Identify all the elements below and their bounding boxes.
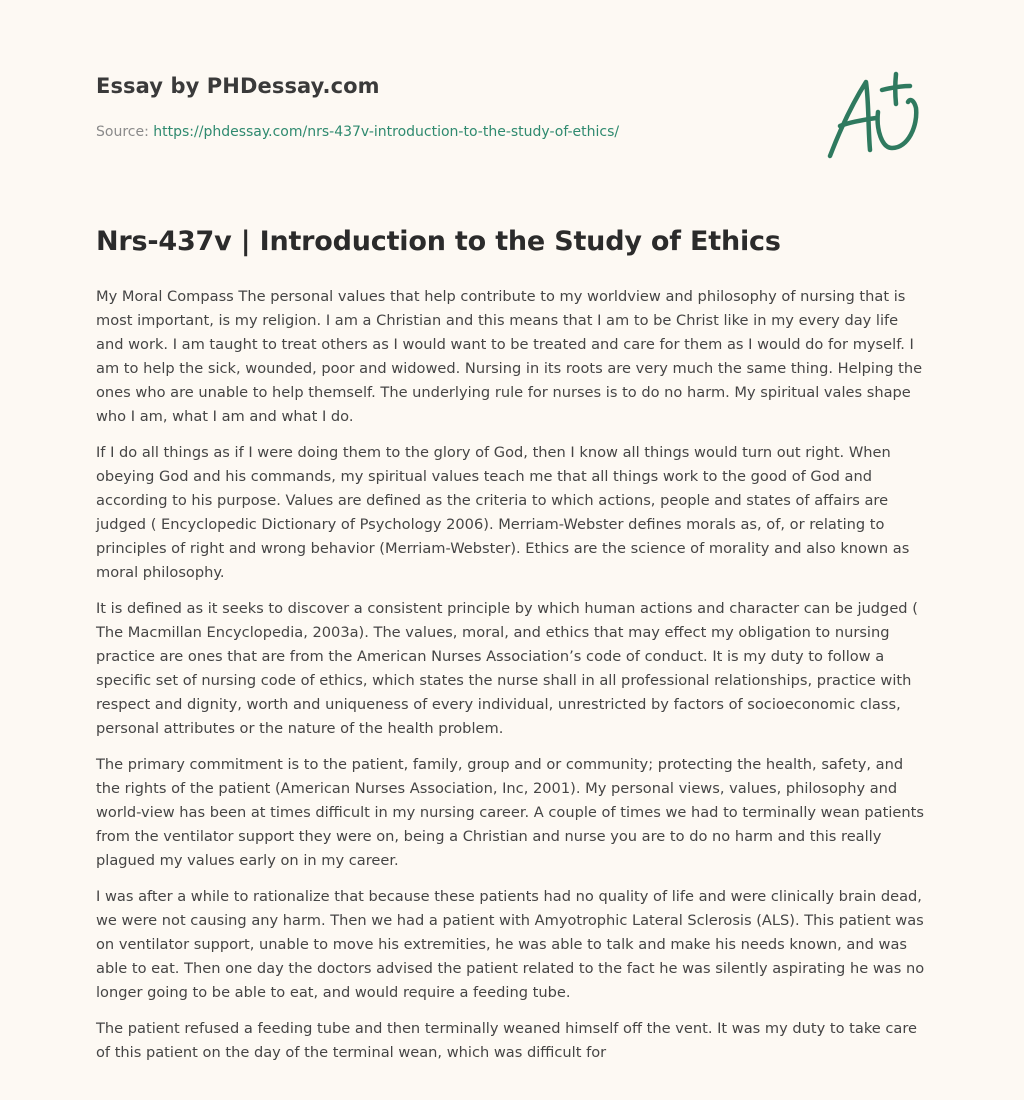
essay-paragraph: My Moral Compass The personal values that help contribute to my worldview and philosophy of nursing that is most important, is my religion. I am a Christian and this means that I am to be Christ like in my every day life and work. I am taught to treat others as I would want to be treated and care for them as I would do for myself. I am to help the sick, wounded, poor and widowed. Nursing in its roots are very much the same thing. Helping the ones who are unable to help themself. The underlying rule for nurses is to do no harm. My spiritual vales shape who I am, what I am and what I do.: [96, 288, 923, 425]
source-link[interactable]: https://phdessay.com/nrs-437v-introduction-to-the-study-of-ethics/: [153, 124, 620, 140]
source-label: Source:: [96, 124, 149, 140]
essay-body: [96, 285, 928, 1077]
site-brand: Essay by PHDessay.com: [96, 74, 380, 98]
essay-paragraph: It is defined as it seeks to discover a consistent principle by which human actions and character can be judged ( The Macmillan Encyclopedia, 2003a). The values, moral, and ethics that may effect my obligation to nursing practice are ones that are from the American Nurses Association’s code of conduct. It is my duty to follow a specific set of nursing code of ethics, which states the nurse shall in all professional relationships, practice with respect and dignity, worth and uniqueness of every individual, unrestricted by factors of socioeconomic class, personal attributes or the nature of the health problem.: [96, 600, 918, 737]
essay-paragraph: The primary commitment is to the patient, family, group and or community; protecting the health, safety, and the rights of the patient (American Nurses Association, Inc, 2001). My personal views, values, philosophy and world-view has been at times difficult in my nursing career. A couple of times we had to terminally wean patients from the ventilator support they were on, being a Christian and nurse you are to do no harm and this really plagued my values early on in my career.: [96, 756, 924, 869]
essay-title: Nrs-437v | Introduction to the Study of Ethics: [96, 226, 781, 257]
essay-paragraph: The patient refused a feeding tube and then terminally weaned himself off the vent. It was my duty to take care of this patient on the day of the terminal wean, which was difficult for: [96, 1020, 918, 1061]
a-plus-logo-icon: [826, 68, 926, 162]
essay-paragraph: I was after a while to rationalize that because these patients had no quality of life and were clinically brain dead, we were not causing any harm. Then we had a patient with Amyotrophic Lateral Sclerosis (ALS). This patient was on ventilator support, unable to move his extremities, he was able to talk and make his needs known, and was able to eat. Then one day the doctors advised the patient related to the fact he was silently aspirating he was no longer going to be able to eat, and would require a feeding tube.: [96, 888, 925, 1001]
source-line: [96, 124, 619, 140]
page-header: [96, 74, 926, 194]
essay-paragraph: If I do all things as if I were doing them to the glory of God, then I know all things would turn out right. When obeying God and his commands, my spiritual values teach me that all things work to the good of God and according to his purpose. Values are defined as the criteria to which actions, people and states of affairs are judged ( Encyclopedic Dictionary of Psychology 2006). Merriam-Webster defines morals as, of, or relating to principles of right and wrong behavior (Merriam-Webster). Ethics are the science of morality and also known as moral philosophy.: [96, 444, 910, 581]
